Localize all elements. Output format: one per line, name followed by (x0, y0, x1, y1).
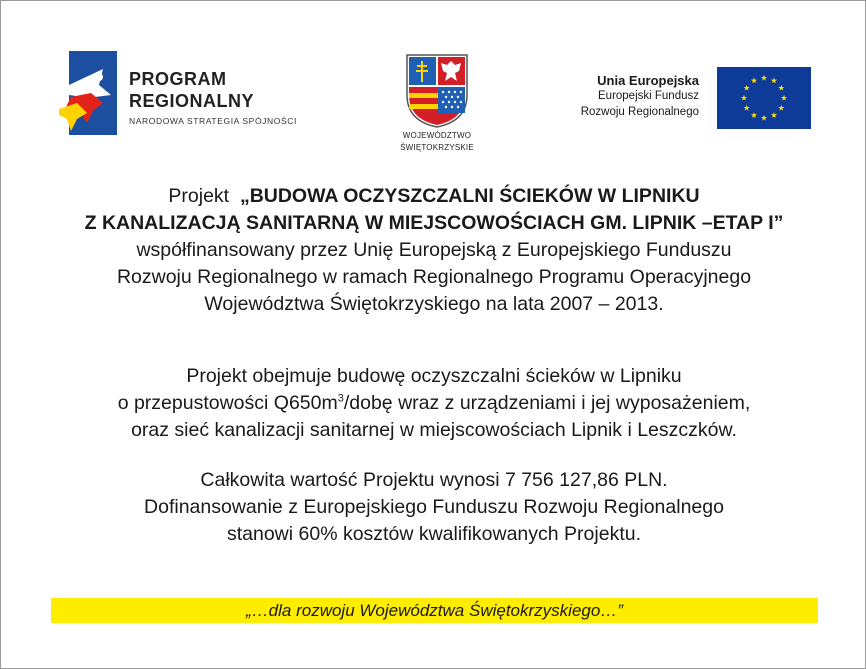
eu-star-icon (744, 85, 750, 91)
project-financing (1, 467, 866, 548)
eu-star-icon (761, 75, 767, 81)
swietokrzyskie-coat-of-arms-icon (403, 51, 471, 129)
cofinanced-line2: Rozwoju Regionalnego w ramach Regionalnego Programu Operacyjnego (116, 266, 752, 288)
slogan-text: „…dla rozwoju Województwa Świętokrzyskiego…” (246, 601, 623, 620)
project-prefix: Projekt (168, 185, 230, 207)
program-regionalny-logo (59, 51, 319, 141)
scope-line2-after: /dobę wraz z urządzeniami i jej wyposażeniem, (343, 392, 751, 414)
scope-line1: Projekt obejmuje budowę oczyszczalni ścieków w Lipniku (186, 365, 682, 387)
eu-star-icon (751, 112, 757, 118)
program-regionalny-logo-icon (59, 51, 123, 137)
project-title-part1: „BUDOWA OCZYSZCZALNI ŚCIEKÓW W LIPNIKU (239, 185, 700, 207)
scope-line2 (1, 390, 866, 417)
slogan-banner (51, 598, 818, 623)
unia-europejska-text (581, 73, 699, 120)
eu-star-icon (751, 77, 757, 83)
eu-star-icon (744, 105, 750, 111)
unia-title: Unia Europejska (597, 73, 699, 88)
program-subtitle: NARODOWA STRATEGIA SPÓJNOŚCI (129, 116, 297, 126)
project-scope (1, 363, 866, 444)
scope-line3: oraz sieć kanalizacji sanitarnej w miejscowościach Lipnik i Leszczków. (131, 419, 737, 441)
eu-star-icon (778, 105, 784, 111)
unia-europejska-logo (541, 67, 811, 133)
financing-line3: stanowi 60% kosztów kwalifikowanych Projektu. (226, 523, 641, 545)
eu-star-icon (761, 115, 767, 121)
scope-line2-superscript: 3 (337, 392, 344, 405)
eu-star-icon (778, 85, 784, 91)
scope-line2-before: o przepustowości Q650m (117, 392, 338, 414)
cofinanced-line3: Województwa Świętokrzyskiego na lata 2007 – 2013. (204, 293, 664, 315)
unia-fund-line2: Rozwoju Regionalnego (580, 106, 699, 118)
eu-star-icon (741, 95, 747, 101)
cofinanced-line1: współfinansowany przez Unię Europejską z Europejskiego Funduszu (136, 239, 732, 261)
project-title-line2: Z KANALIZACJĄ SANITARNĄ W MIEJSCOWOŚCIACH GM. LIPNIK –ETAP I” (84, 212, 784, 234)
program-title-line1: PROGRAM (129, 69, 227, 89)
eu-star-icon (771, 77, 777, 83)
wojewodztwo-label-line1: WOJEWÓDZTWO (402, 131, 472, 140)
eu-star-icon (771, 112, 777, 118)
eu-flag-icon (717, 67, 811, 129)
project-description (1, 183, 866, 318)
project-title-line1 (1, 183, 866, 210)
unia-fund-line1: Europejski Fundusz (598, 90, 699, 102)
wojewodztwo-label-line2: ŚWIĘTOKRZYSKIE (400, 143, 474, 152)
financing-line2: Dofinansowanie z Europejskiego Funduszu Rozwoju Regionalnego (144, 496, 724, 518)
program-title-line2: REGIONALNY (129, 91, 255, 111)
financing-line1: Całkowita wartość Projektu wynosi 7 756 127,86 PLN. (200, 469, 668, 491)
wojewodztwo-logo (387, 51, 487, 161)
eu-star-icon (781, 95, 787, 101)
